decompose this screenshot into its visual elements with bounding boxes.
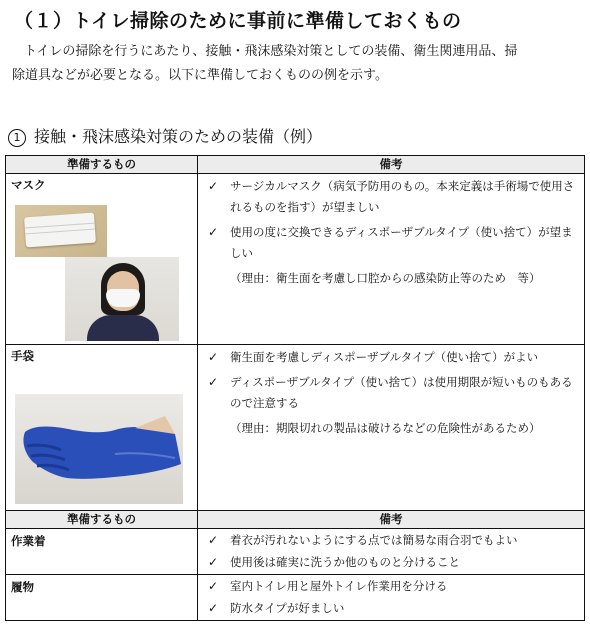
item-label: 手袋: [11, 349, 34, 363]
item-label: マスク: [11, 178, 46, 192]
check-mark-icon: ✓: [208, 225, 219, 239]
table-row: [6, 529, 585, 575]
table-row: [6, 174, 585, 345]
check-mark-icon: ✓: [208, 533, 219, 547]
note-text: 防水タイプが好ましい: [230, 601, 345, 615]
note-text: ディスポーザブルタイプ（使い捨て）は使用期限が短いものもあるので注意する: [230, 375, 573, 410]
table-row: [6, 345, 585, 516]
check-mark-icon: ✓: [208, 601, 219, 615]
item-cell: [6, 174, 198, 345]
notes-cell: [198, 345, 585, 516]
note-text: 使用後は確実に洗うか他のものと分けること: [230, 555, 460, 569]
glove-image: [11, 364, 192, 512]
note-item: [208, 598, 580, 619]
notes-cell: [198, 174, 585, 345]
section-heading: [8, 124, 322, 147]
clothing-table: [5, 510, 585, 621]
note-item: [208, 347, 580, 368]
rubber-glove-photo: [15, 394, 183, 504]
note-item: [208, 222, 580, 264]
note-reason: （理由：衛生面を考慮し口腔からの感染防止等のため 等）: [230, 271, 541, 285]
column-header-item: 準備するもの: [6, 511, 198, 529]
item-cell: [6, 575, 198, 621]
note-item: [208, 576, 580, 597]
page-title: （１）トイレ掃除のために事前に準備しておくもの: [14, 10, 462, 32]
check-mark-icon: ✓: [208, 179, 219, 193]
check-mark-icon: ✓: [208, 555, 219, 569]
column-header-notes: 備考: [198, 156, 585, 174]
mask-image: [11, 193, 192, 341]
table-header-row: [6, 511, 585, 529]
section-heading-text: 接触・飛沫感染対策のための装備（例）: [34, 127, 323, 146]
note-text: 室内トイレ用と屋外トイレ作業用を分ける: [230, 579, 448, 593]
table-header-row: [6, 156, 585, 174]
column-header-notes: 備考: [198, 511, 585, 529]
notes-cell: [198, 529, 585, 575]
note-reason: （理由：期限切れの製品は破けるなどの危険性があるため）: [230, 421, 541, 435]
surgical-mask-photo: [15, 205, 107, 257]
note-text: 使用の度に交換できるディスポーザブルタイプ（使い捨て）が望ましい: [230, 225, 573, 260]
note-text: 衛生面を考慮しディスポーザブルタイプ（使い捨て）がよい: [230, 350, 539, 364]
note-item: [208, 552, 580, 573]
check-mark-icon: ✓: [208, 350, 219, 364]
circled-number: 1: [8, 129, 26, 147]
note-item: [208, 372, 580, 414]
note-text: サージカルマスク（病気予防用のもの。本来定義は手術場で使用されるものを指す）が望ましい: [230, 179, 575, 214]
person-wearing-mask-photo: [65, 257, 179, 341]
item-cell: [6, 345, 198, 516]
notes-cell: [198, 575, 585, 621]
item-cell: [6, 529, 198, 575]
check-mark-icon: ✓: [208, 579, 219, 593]
intro-paragraph: [12, 40, 572, 88]
item-label: 作業着: [11, 534, 46, 548]
table-row: [6, 575, 585, 621]
note-item: [208, 530, 580, 551]
item-label: 履物: [11, 580, 34, 594]
column-header-item: 準備するもの: [6, 156, 198, 174]
equipment-table: [5, 155, 585, 516]
check-mark-icon: ✓: [208, 375, 219, 389]
note-text: 着衣が汚れないようにする点では簡易な雨合羽でもよい: [230, 533, 518, 547]
intro-line-2: 除道具などが必要となる。以下に準備しておくものの例を示す。: [12, 68, 388, 83]
note-item: [208, 176, 580, 218]
intro-line-1: トイレの掃除を行うにあたり、接触・飛沫感染対策としての装備、衛生関連用品、掃: [24, 44, 518, 59]
